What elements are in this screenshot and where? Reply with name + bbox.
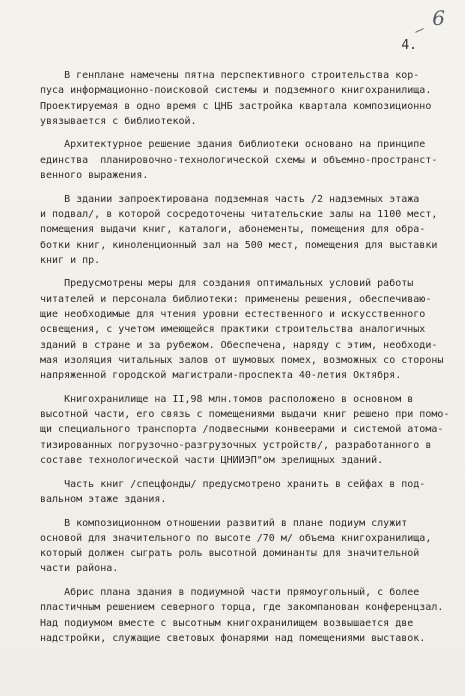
text-line: книг и пр. — [40, 254, 101, 266]
text-line: мая изоляция читальных залов от шумовых помех, возможных со стороны — [40, 354, 444, 366]
text-line: напряженной городской магистрали-проспекта 40-летия Октября. — [40, 370, 402, 382]
text-line: В генплане намечены пятна перспективного строительства кор- — [40, 70, 420, 81]
text-line: В здании запроектирована подземная часть /2 надземных этажа — [40, 193, 420, 205]
paragraph — [40, 192, 445, 268]
text-line: помещения выдачи книг, каталоги, абонементы, помещения для обра- — [40, 224, 426, 236]
paragraph — [40, 516, 445, 577]
text-line: Книгохранилище на II,98 млн.томов расположено в основном в — [40, 393, 414, 405]
paragraph — [40, 276, 445, 383]
text-line: ботки книг, киноленционный зал на 500 мест, помещения для выставки — [40, 239, 438, 251]
paragraph — [40, 137, 445, 183]
paragraph — [40, 477, 445, 508]
text-line: венного выражения. — [40, 170, 149, 182]
text-line: Проектируемая в одно время с ЦНБ застройка квартала композиционно — [40, 100, 432, 112]
text-line: пластичным решением северного торца, где закомпанован конференцзал. — [40, 602, 444, 614]
text-line: Часть книг /спецфонды/ предусмотрено хранить в сейфах в под- — [40, 478, 426, 490]
text-line: высотной части, его связь с помещениями выдачи книг решено при помо- — [40, 409, 450, 421]
typed-page-number: 4. — [401, 38, 417, 53]
text-line: В композиционном отношении развитий в плане подиум служит — [40, 517, 408, 529]
text-line: части района. — [40, 563, 119, 575]
text-line: Предусмотрены меры для создания оптимальных условий работы — [40, 278, 414, 290]
text-line: читателей и персонала библиотеки: применены решения, обеспечиваю- — [40, 293, 432, 305]
text-line: щие необходимые для чтения уровни естественного и искусственного — [40, 309, 426, 321]
text-line: единства планировочно-технологической схемы и объемно-пространст- — [40, 154, 438, 166]
document-body — [40, 68, 450, 654]
text-line: основой для значительного по высоте /70 м/ объема книгохранилища, — [40, 532, 432, 544]
text-line: тизированных погрузочно-разгрузочных устройств/, разработанного в — [40, 439, 432, 451]
text-line: увязывается с библиотекой. — [40, 115, 197, 127]
handwritten-page-number: 6 — [432, 6, 445, 30]
text-line: Абрис плана здания в подиумной части прямоугольный, с более — [40, 586, 420, 598]
text-line: и подвал/, в которой сосредоточены читательские залы на 1100 мест, — [40, 208, 438, 220]
text-line: надстройки, служащие световых фонарями над помещениями выставок. — [40, 632, 426, 644]
text-line: освещения, с учетом имеющейся практики строительства аналогичных — [40, 324, 426, 336]
text-line: Архитектурное решение здания библиотеки основано на принципе — [40, 139, 426, 151]
text-line: Над подиумом вместе с высотным книгохранилищем возвышается две — [40, 617, 414, 629]
text-line: составе технологической части ЦНИИЭП"ом зрелищных зданий. — [40, 455, 384, 467]
text-line: вальном этаже здания. — [40, 493, 167, 505]
paragraph — [40, 68, 445, 129]
text-line: пуса информационно-поисковой системы и подземного книгохранилища. — [40, 85, 432, 97]
paragraph — [40, 585, 445, 646]
paragraph — [40, 392, 450, 468]
text-line: который должен сыграть роль высотной доминанты для значительной — [40, 548, 420, 560]
text-line: щи специального транспорта /подвесными конвеерами и системой атома- — [40, 424, 444, 436]
text-line: зданий в стране и за рубежом. Обеспечена, наряду с этим, необходи- — [40, 339, 438, 351]
